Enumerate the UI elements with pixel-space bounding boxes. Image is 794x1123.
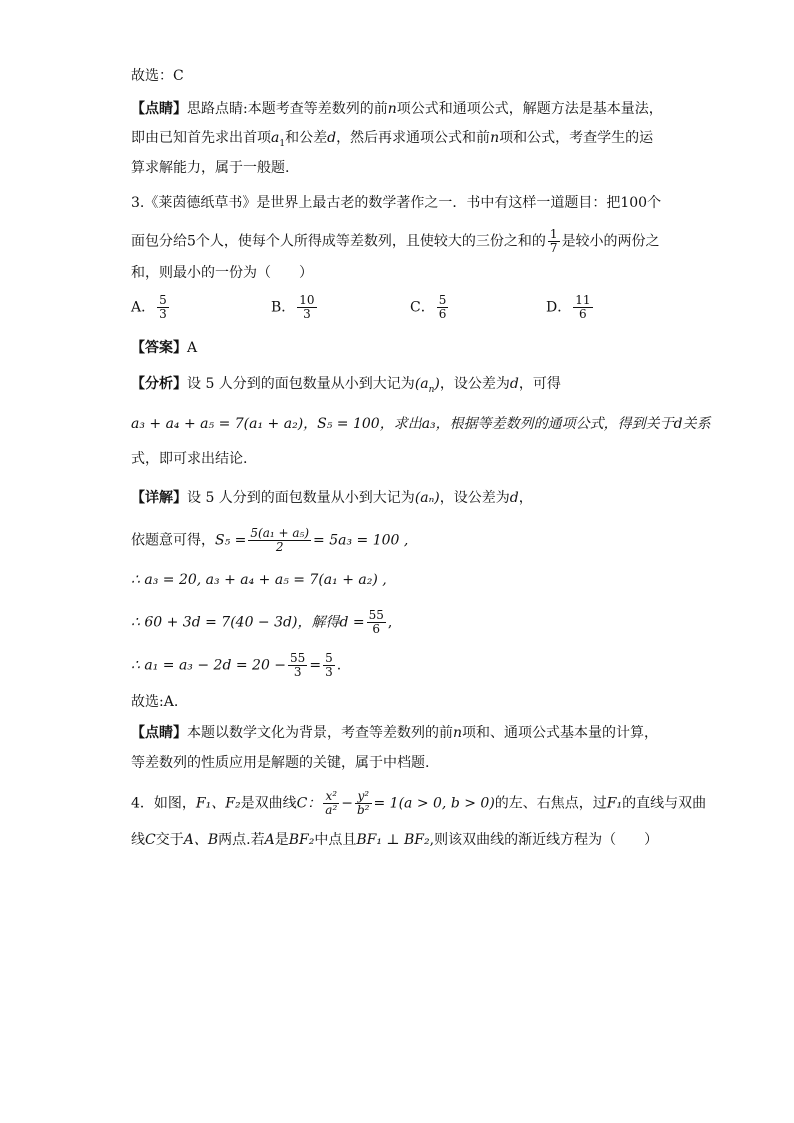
option-a: A． $\frac{5}{3}$ — [131, 293, 167, 321]
answer-line-prev: 故选：C — [131, 68, 184, 84]
option-b: B． $\frac{10}{3}$ — [271, 293, 315, 321]
dianjing2-line-2: 等差数列的性质应用是解题的关键，属于中档题. — [131, 755, 430, 771]
question-3-line-3: 和，则最小的一份为（ ） — [131, 265, 313, 281]
question-3-line-1: 3.《莱茵德纸草书》是世界上最古老的数学著作之一．书中有这样一道题目：把100个 — [131, 195, 662, 211]
answer-line: 【答案】A — [131, 340, 198, 356]
detail-line-3: ∴ a₃ = 20, a₃ + a₄ + a₅ = 7(a₁ + a₂) , — [131, 572, 387, 588]
dianjing2-line-1: 【点睛】本题以数学文化为背景，考查等差数列的前n项和、通项公式基本量的计算， — [131, 725, 659, 741]
question-4-line-2: 线C交于A、B两点.若A是BF₂中点且BF₁ ⊥ BF₂,则该双曲线的渐近线方程为（ ） — [131, 832, 659, 848]
dianjing-tag: 【点睛】 — [131, 101, 187, 117]
dianjing-para-3: 算求解能力，属于一般题. — [131, 160, 290, 176]
option-c: C． $\frac{5}{6}$ — [410, 293, 447, 321]
analysis-line-2: a₃ + a₄ + a₅ = 7(a₁ + a₂)，S₅ = 100，求出a₃，根据等差数列的通项公式，得到关于d关系 — [131, 416, 711, 432]
detail-line-2: 依题意可得，S₅ = $\frac{\text{5(a₁ + a₅)}}{2}$ = 5a₃ = 100 , — [131, 526, 409, 554]
detail-line-5: ∴ a₁ = a₃ − 2d = 20 − $\frac{55}{3}$ = $\frac{5}{3}$ . — [131, 651, 342, 679]
question-4-line-1: 4．如图，F₁、F₂是双曲线C： $\frac{\text{x²}}{\text{a²}}$ − $\frac{\text{y²}}{\text{b²}}$ = 1(a > 0, b > 0)的左、右焦点，过F₁的直线与双曲 — [131, 789, 707, 817]
question-3-line-2: 面包分给5个人，使每个人所得成等差数列，且使较大的三份之和的 $\frac{1}{7}$ 是较小的两份之 — [131, 227, 660, 255]
analysis-line-1: 【分析】设 5 人分到的面包数量从小到大记为$(a_n)$，设公差为d，可得 — [131, 376, 561, 395]
detail-conclusion: 故选:A. — [131, 694, 179, 710]
detail-line-4: ∴ 60 + 3d = 7(40 − 3d)，解得d = $\frac{55}{6}$ , — [131, 608, 393, 636]
detail-line-1: 【详解】设 5 人分到的面包数量从小到大记为(aₙ)，设公差为d， — [131, 490, 533, 506]
dianjing-para-1: 【点睛】思路点睛:本题考查等差数列的前n项公式和通项公式，解题方法是基本量法， — [131, 101, 663, 117]
fraction-one-seventh: $\frac{1}{7}$ — [549, 227, 558, 255]
analysis-line-3: 式，即可求出结论. — [131, 451, 248, 467]
option-d: D． $\frac{11}{6}$ — [546, 293, 591, 321]
dianjing-para-2: 即由已知首先求出首项$a_1$和公差d，然后再求通项公式和前n项和公式，考查学生的运 — [131, 130, 654, 149]
